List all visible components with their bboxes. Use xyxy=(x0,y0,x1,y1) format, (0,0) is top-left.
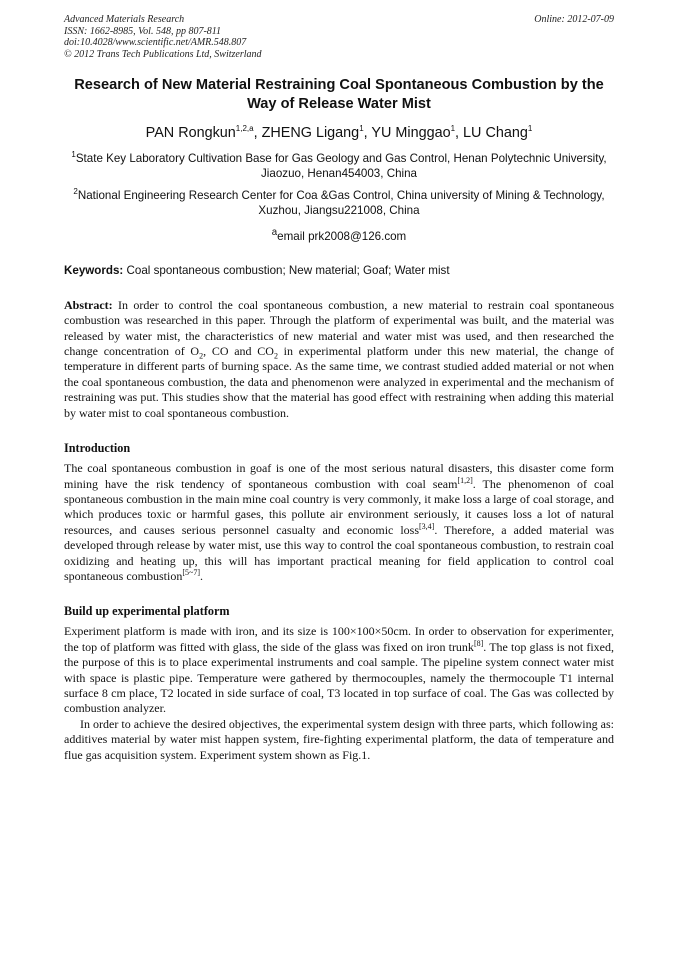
citation[interactable]: [5~7] xyxy=(182,567,200,577)
author-sup: 1,2,a xyxy=(235,124,254,134)
body-text: . Therefore, a added material was developed through release by water mist, use this way to control the coal spontaneous combustion, to restrain coal oxidizing and heating up, this will has important practical meaning for field application to control coal spontaneous combustion xyxy=(64,522,614,583)
platform-paragraph-1 xyxy=(64,624,614,716)
email-sup: a xyxy=(271,227,278,238)
paper-title: Research of New Material Restraining Coal Spontaneous Combustion by the Way of Release Water Mist xyxy=(74,77,604,112)
author-name: PAN Rongkun xyxy=(145,125,236,141)
journal-header xyxy=(64,14,614,60)
abstract xyxy=(64,298,614,421)
affiliation-sup: 2 xyxy=(73,187,78,197)
author-name: YU Minggao xyxy=(371,125,451,141)
affiliation-2 xyxy=(64,188,614,218)
author-sep: , xyxy=(455,125,464,141)
body-text: . xyxy=(199,568,203,583)
issn-line: ISSN: 1662-8985, Vol. 548, pp 807-811 xyxy=(64,25,222,37)
author-sup: 1 xyxy=(450,124,456,134)
paper-page xyxy=(64,14,614,763)
doi-line: doi:10.4028/www.scientific.net/AMR.548.807 xyxy=(64,37,247,48)
author-sep: , xyxy=(253,125,262,141)
introduction-paragraph xyxy=(64,461,614,584)
author-list xyxy=(64,123,614,143)
author-name: LU Chang xyxy=(463,125,528,141)
email-text[interactable]: email prk2008@126.com xyxy=(277,229,407,243)
online-date: Online: 2012-07-09 xyxy=(534,14,614,25)
body-text: . The phenomenon of coal spontaneous combustion in the main mine coal country is very commonly, it make loss a large of coal storage, and which produces toxic or harmful gases, this pollute air environment seriously, it causes loss a lot of natural resources, and causes serious personnel casualty and economic loss xyxy=(64,476,614,537)
section-heading-platform: Build up experimental platform xyxy=(64,604,230,619)
author-sup: 1 xyxy=(359,124,364,134)
body-text: The coal spontaneous combustion in goaf is one of the most serious natural disasters, this disaster come form mining have the risk tendency of spontaneous combustion with coal seam xyxy=(64,461,614,491)
affiliation-text: National Engineering Research Center for Coa &Gas Control, China university of Mining & Technology, Xuzhou, Jiangsu221008, China xyxy=(77,189,605,217)
copyright-line: © 2012 Trans Tech Publications Ltd, Switzerland xyxy=(64,48,262,60)
abstract-text: in experimental platform under this new material, the change of temperature in different parts of burning space. As the same time, we contrast studied added material or not when the coal spontaneous combustion, the data and phenomenon were analyzed in experimental and the mechanism of restraining was put. This studies show that the material has good effect with restraining when adding this material by water mist to coal spontaneous combustion. xyxy=(64,344,615,420)
keywords-text: Coal spontaneous combustion; New material; Goaf; Water mist xyxy=(126,263,450,277)
affiliation-1 xyxy=(64,151,614,181)
affiliation-text: State Key Laboratory Cultivation Base for Gas Geology and Gas Control, Henan Polytechnic University, Jiaozuo, Henan454003, China xyxy=(75,152,607,180)
author-name: ZHENG Ligang xyxy=(261,125,360,141)
body-text: . The top glass is not fixed, the purpose of this is to place experimental instruments and coal sample. The pipeline system connect water mist with space is plastic pipe. Temperature were gathered by thermocouples, namely the thermocouple T1 internal surface 8 cm place, T2 located in side surface of coal, T3 located in top surface of coal. The Gas was collected by combustion analyzer. xyxy=(64,639,614,716)
subscript: 2 xyxy=(273,351,278,361)
abstract-text: , CO and CO xyxy=(203,344,274,359)
author-sep: , xyxy=(363,125,372,141)
citation[interactable]: [8] xyxy=(473,638,484,648)
citation[interactable]: [1,2] xyxy=(457,475,473,485)
keywords-label: Keywords: xyxy=(64,263,124,277)
subscript: 2 xyxy=(199,351,204,361)
abstract-label: Abstract: xyxy=(64,297,113,312)
section-heading-introduction: Introduction xyxy=(64,441,131,456)
author-sup: 1 xyxy=(527,124,533,134)
citation[interactable]: [3,4] xyxy=(419,521,435,531)
author-email xyxy=(64,225,614,244)
body-text: Experiment platform is made with iron, and its size is 100×100×50cm. In order to observation for experimenter, the top of platform was fitted with glass, the side of the glass was fixed on iron trunk xyxy=(64,624,614,654)
affiliation-sup: 1 xyxy=(71,150,76,160)
keywords xyxy=(64,263,614,278)
journal-name: Advanced Materials Research xyxy=(64,14,185,25)
abstract-text: In order to control the coal spontaneous combustion, a new material to restrain coal spontaneous combustion was researched in this paper. Through the platform of experimental was built, and the material was released by water mist, the characteristics of new material and water mist was used, and then researched the change concentration of O xyxy=(64,297,615,359)
platform-paragraph-2: In order to achieve the desired objectives, the experimental system design with three parts, which following as: additives material by water mist happen system, fire-fighting experimental platform, the data of temperature and flue gas acquisition system. Experiment system shown as Fig.1. xyxy=(64,716,614,762)
